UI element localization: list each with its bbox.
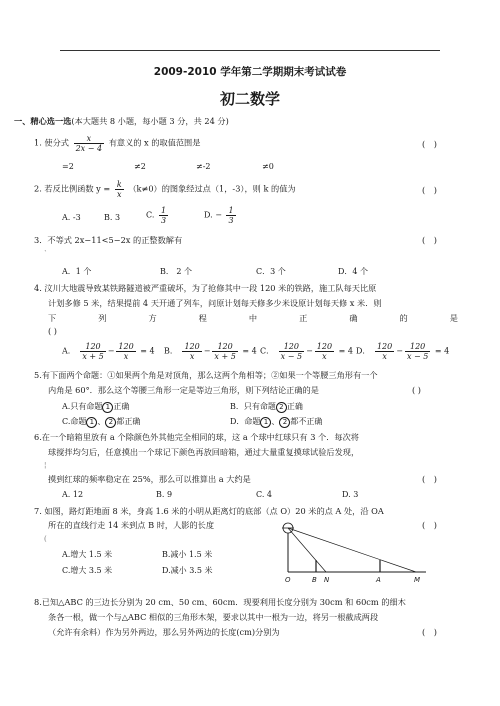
exam-title: 2009-2010 学年第二学期期末考试试卷 [153, 66, 347, 78]
q4-option-c: C． $\frac{120}{x - 5}$ − $\frac{120}{x}$ = 4 [260, 342, 353, 361]
exam-subject: 初二数学 [219, 90, 280, 108]
q2-d-num: 1 [228, 206, 234, 215]
q4-word: 中 [248, 313, 258, 323]
q4-d-frac-2 [405, 342, 430, 361]
q4-word: 程 [198, 313, 207, 323]
q1-option-c: ≠-2 [196, 162, 211, 171]
question-2 [34, 180, 296, 199]
q4-c-frac-2 [315, 342, 334, 361]
q1-option-a: =2 [62, 162, 74, 171]
frac-num: 120 [184, 342, 200, 351]
q6-option-b: B. 9 [156, 490, 173, 499]
q4-d-label: D． [356, 346, 371, 356]
q4-word: 正 [299, 313, 308, 323]
q2-frac-num: k [116, 180, 122, 189]
frac-den: x − 5 [280, 352, 303, 361]
q3-answer-blank: ( ) [422, 235, 440, 245]
q4-word: 下 [48, 313, 57, 323]
q2-c-den: 3 [160, 216, 167, 225]
q2-option-a: A. -3 [62, 213, 81, 222]
q5-d-label: D．命题 [230, 417, 261, 426]
q7-option-b: B.减小 1.5 米 [162, 550, 213, 559]
frac-num: 120 [376, 342, 393, 351]
q5-c-tail: 都正确 [116, 417, 141, 426]
q1-frac-num: x [74, 134, 104, 144]
q5-d-sep: 、 [271, 417, 280, 426]
frac-num: 120 [316, 342, 333, 351]
q5-answer-blank: ( ) [412, 385, 421, 395]
q2-prefix: 2. 若反比例函数 y = [34, 183, 111, 194]
section-note: (本大题共 8 小题，每小题 3 分，共 24 分) [71, 116, 229, 126]
label-n: N [324, 576, 330, 584]
circled-2: 2 [276, 402, 287, 413]
q5-line-1: 5.有下面两个命题：①如果两个角是对顶角，那么这两个角相等；②如果一个等腰三角形有一个 [34, 370, 378, 380]
q1-suffix: 有意义的 x 的取值范围是 [108, 137, 201, 148]
circled-2: 2 [279, 417, 290, 428]
frac-den: x [189, 352, 195, 361]
q6-line-3: 摸到红球的频率稳定在 25%，那么可以推算出 a 大约是 [48, 474, 251, 484]
frac-num: 120 [279, 342, 304, 352]
q2-option-d [204, 206, 238, 225]
frac-num: 120 [80, 342, 105, 352]
q1-answer-blank: ( ) [422, 139, 440, 149]
q4-c-label: C． [260, 346, 275, 356]
q2-suffix: （k≠0）的图象经过点（1，-3），则 k 的值为 [128, 183, 296, 194]
q2-option-c [146, 206, 170, 225]
q4-option-a: A． $\frac{120}{x + 5}$ − $\frac{120}{x}$ = 4 [62, 342, 155, 361]
q6-option-d: D. 3 [342, 490, 359, 499]
q7-line-2: 所在的直线行走 14 米到点 B 时，人影的长度 [48, 520, 215, 530]
q3-option-d: D．4 个 [338, 267, 369, 276]
q7-option-c: C.增大 3.5 米 [62, 566, 113, 575]
q6-line-2: 球搅拌均匀后，任意摸出一个球记下颜色再放回暗箱，通过大量重复摸球试验后发现， [48, 447, 360, 457]
stray-mark-2: ¦ [44, 461, 47, 469]
q1-option-b: ≠2 [134, 162, 146, 171]
q8-line-3: （允许有余料）作为另外两边，那么另外两边的长度(cm)分别为 [48, 627, 280, 637]
q5-option-d [230, 416, 322, 428]
q6-line-1: 6.在一个暗箱里放有 a 个除颜色外其他完全相同的球，这 a 个球中红球只有 3 个．每次将 [34, 432, 359, 442]
q4-b-label: B． [164, 346, 178, 356]
section-title: 一、精心选一选 [14, 116, 72, 126]
q6-option-c: C. 4 [256, 490, 273, 499]
q2-frac-den: x [117, 190, 122, 199]
q7-option-a: A.增大 1.5 米 [62, 550, 113, 559]
q4-a-frac-1 [80, 342, 105, 361]
q5-line-2: 内角是 60°．那么这个等腰三角形一定是等边三角形，则下列结论正确的是 [48, 385, 319, 395]
label-o: O [285, 576, 291, 584]
q6-option-a: A. 12 [62, 490, 84, 499]
q5-c-label: C.命题 [62, 417, 87, 426]
q4-answer-blank: ( ) [48, 326, 57, 336]
q5-option-c [62, 416, 140, 428]
stray-mark-3: ( [44, 535, 47, 543]
q8-line-1: 8.已知△ABC 的三边长分别为 20 cm、50 cm、60cm．现要利用长度分别为 30cm 和 60cm 的细木 [34, 597, 406, 607]
frac-num: 120 [212, 342, 237, 352]
q4-d-eq: = 4 [434, 346, 450, 356]
question-1 [34, 134, 200, 153]
q4-line-2: 计划多修 5 米，结果提前 4 天开通了列车，问原计划每天修多少米设原计划每天修 x 米．则 [48, 298, 382, 308]
frac-den: x − 5 [406, 352, 429, 361]
section-heading [14, 116, 229, 127]
q7-option-d: D.减小 3.5 米 [162, 566, 213, 575]
q1-fraction [74, 134, 104, 153]
q4-word: 的 [399, 313, 408, 323]
circled-2: 2 [105, 417, 116, 428]
q4-c-eq: = 4 [338, 346, 353, 356]
q4-d-frac-1 [375, 342, 394, 361]
q4-line-3 [48, 313, 458, 324]
q4-option-d: D． $\frac{120}{x}$ − $\frac{120}{x - 5}$ = 4 [356, 342, 450, 361]
q5-option-b [230, 401, 303, 413]
q7-line-1: 7. 如图，路灯距地面 8 米，身高 1.6 米的小明从距离灯的底部（点 O）20 米的点 A 处，沿 OA [34, 506, 384, 516]
frac-den: x [382, 352, 387, 361]
q1-option-d: ≠0 [262, 162, 274, 171]
q8-line-2: 条各一根，做一个与△ABC 相似的三角形木架，要求以其中一根为一边，将另一根截成两段 [48, 612, 379, 622]
question-3: 3．不等式 2x−11<5−2x 的正整数解有 [34, 235, 183, 245]
q2-c-num: 1 [160, 206, 167, 215]
q2-d-den: 3 [228, 216, 234, 225]
q2-answer-blank: ( ) [422, 185, 440, 195]
q5-c-sep: 、 [97, 417, 106, 426]
frac-num: 120 [118, 342, 134, 351]
frac-den: x [322, 352, 327, 361]
frac-den: x + 5 [214, 352, 236, 361]
q4-option-b: B． $\frac{120}{x}$ − $\frac{120}{x + 5}$ = 4 [164, 342, 257, 361]
q3-option-c: C．3 个 [256, 267, 286, 276]
q2-option-d-fraction [226, 206, 235, 225]
label-a: A [376, 576, 381, 584]
q4-word: 列 [98, 313, 107, 323]
q4-b-frac-1 [182, 342, 201, 361]
q3-option-a: A．1 个 [62, 267, 92, 276]
q4-a-frac-2 [116, 342, 135, 361]
q2-option-c-label: C. [146, 210, 155, 220]
streetlight-diagram [276, 518, 436, 586]
label-m: M [414, 576, 421, 584]
frac-den: x [123, 352, 129, 361]
q4-line-1: 4. 汶川大地震导致某铁路隧道被严重破坏，为了抢修其中一段 120 米的铁路，施工队每天比原 [34, 283, 377, 293]
label-b: B [312, 576, 317, 584]
q8-answer-blank: ( ) [422, 627, 440, 637]
q4-a-eq: = 4 [140, 346, 155, 356]
q4-word: 方 [148, 313, 157, 323]
q4-word: 确 [349, 313, 358, 323]
q2-option-b: B. 3 [104, 213, 121, 222]
q4-a-label: A． [62, 346, 76, 356]
q4-word: 是 [449, 313, 458, 323]
q5-option-a [62, 401, 129, 413]
q7-answer-blank: ( ) [422, 520, 440, 530]
circled-1: 1 [102, 402, 113, 413]
q4-c-frac-1 [279, 342, 304, 361]
q5-b-label: B．只有命题 [230, 402, 276, 411]
q2-option-c-fraction [159, 206, 168, 225]
q1-frac-den: 2x − 4 [75, 144, 103, 153]
q5-d-tail: 都不正确 [290, 417, 323, 426]
circled-1: 1 [260, 417, 271, 428]
stray-mark-1: ` [44, 250, 48, 258]
q6-answer-blank: ( ) [422, 474, 440, 484]
q4-b-eq: = 4 [242, 346, 257, 356]
q3-option-b: B． 2 个 [160, 267, 193, 276]
header-rule [60, 50, 440, 51]
frac-den: x + 5 [82, 352, 104, 361]
q2-option-d-label: D. − [204, 210, 222, 220]
q4-b-frac-2 [212, 342, 237, 361]
frac-num: 120 [405, 342, 430, 352]
q1-prefix: 1. 使分式 [34, 137, 69, 148]
q5-a-tail: 正确 [113, 402, 130, 411]
circled-1: 1 [86, 417, 97, 428]
q5-b-tail: 正确 [286, 402, 303, 411]
q5-a-label: A.只有命题 [62, 402, 103, 411]
q2-fraction [115, 180, 124, 199]
